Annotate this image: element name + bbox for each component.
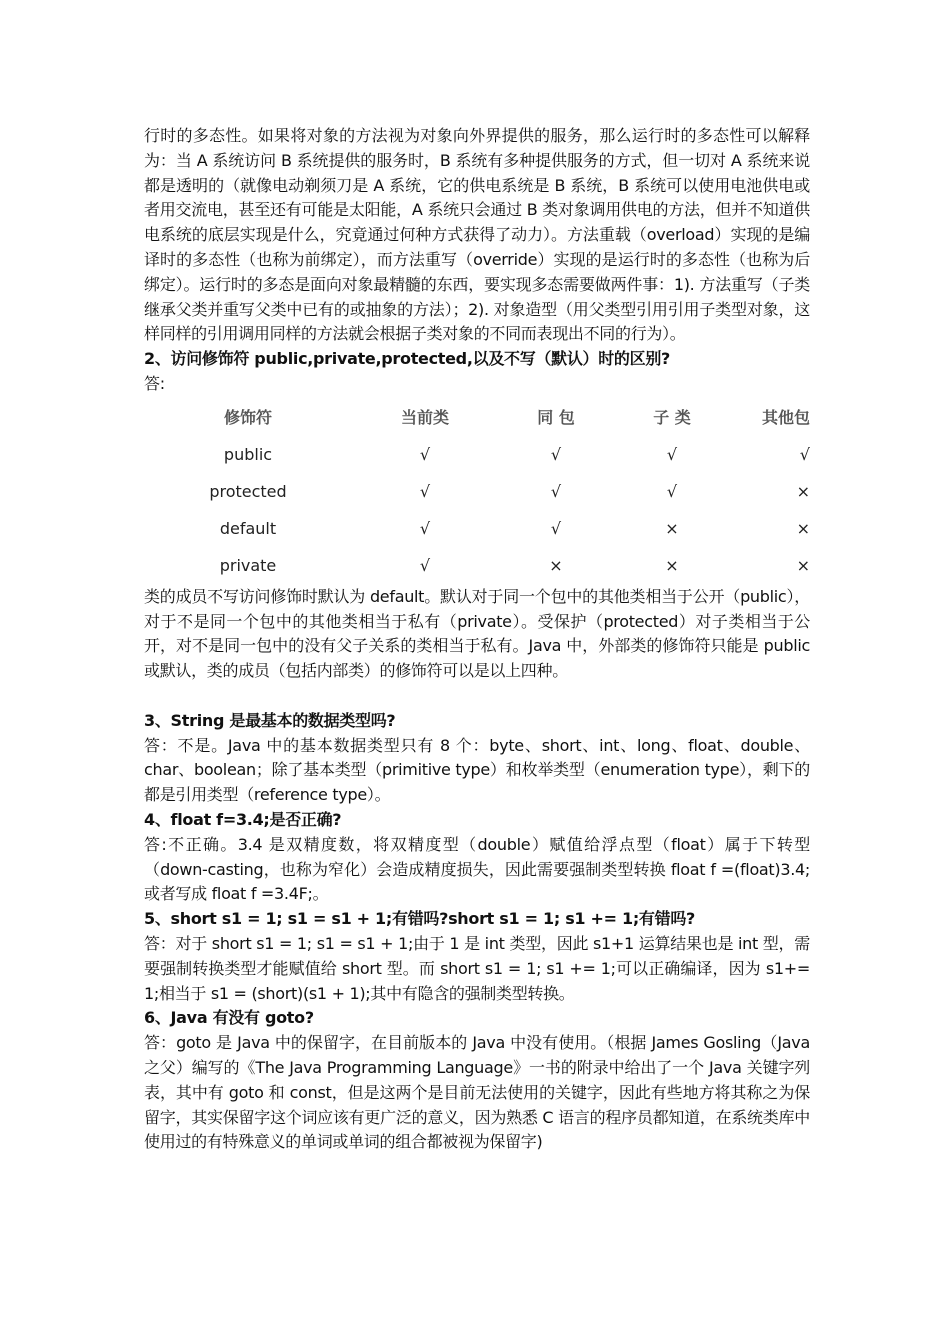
table-cell: × xyxy=(796,555,810,575)
table-cell: √ xyxy=(550,481,562,501)
question-4-answer: 答:不正确。3.4 是双精度数，将双精度型（double）赋值给浮点型（float）属于下转型（down-casting，也称为窄化）会造成精度损失，因此需要强制类型转换 float f =(float)3.4; 或者写成 float f =3.4F;。 xyxy=(144,834,810,904)
table-row xyxy=(144,548,810,585)
question-3-answer: 答：不是。Java 中的基本数据类型只有 8 个：byte、short、int、long、float、double、char、boolean；除了基本类型（primitive type）和枚举类型（enumeration type），剩下的都是引用类型（reference type）。 xyxy=(144,735,810,805)
table-cell: × xyxy=(665,555,679,575)
table-cell: √ xyxy=(666,481,678,501)
question-2-explanation: 类的成员不写访问修饰时默认为 default。默认对于同一个包中的其他类相当于公开（public），对于不是同一个包中的其他类相当于私有（private）。受保护（protected）对子类相当于公开，对不是同一包中的没有父子关系的类相当于私有。Java 中，外部类的修饰符只能是 public 或默认，类的成员（包括内部类）的修饰符可以是以上四种。 xyxy=(144,586,810,681)
question-4-title: 4、float f=3.4;是否正确? xyxy=(144,809,342,829)
table-header-row xyxy=(144,401,810,437)
table-cell: √ xyxy=(799,444,810,464)
question-6-answer: 答：goto 是 Java 中的保留字，在目前版本的 Java 中没有使用。（根据 James Gosling（Java 之父）编写的《The Java Programming Language》一书的附录中给出了一个 Java 关键字列表，其中有 goto 和 const，但是这两个是目前无法使用的关键字，因此有些地方将其称之为保留字，其实保留字这个词应该有更广泛的意义，因为熟悉 C 语言的程序员都知道，在系统类库中使用过的有特殊意义的单词或单词的组合都被视为保留字) xyxy=(144,1033,810,1152)
table-row xyxy=(144,437,810,474)
table-cell: √ xyxy=(419,518,431,538)
table-cell: √ xyxy=(419,481,431,501)
header-other-package: 其他包 xyxy=(761,408,810,428)
table-row xyxy=(144,511,810,548)
question-5-answer: 答：对于 short s1 = 1; s1 = s1 + 1;由于 1 是 int 类型，因此 s1+1 运算结果也是 int 型，需要强制转换类型才能赋值给 short 型。而 short s1 = 1; s1 += 1;可以正确编译，因为 s1+= 1;相当于 s1 = (short)(s1 + 1);其中有隐含的强制类型转换。 xyxy=(144,933,810,1003)
question-2-answer-label: 答: xyxy=(144,373,165,393)
document-page xyxy=(144,124,810,1155)
table-cell: × xyxy=(796,481,810,501)
question-3-title: 3、String 是最基本的数据类型吗? xyxy=(144,710,396,730)
table-cell: √ xyxy=(666,444,678,464)
table-cell: default xyxy=(219,518,277,538)
header-modifier: 修饰符 xyxy=(223,408,272,428)
header-subclass: 子 类 xyxy=(653,408,691,428)
question-6-title: 6、Java 有没有 goto? xyxy=(144,1008,314,1028)
header-current-class: 当前类 xyxy=(400,408,449,428)
table-row xyxy=(144,474,810,511)
table-cell: private xyxy=(219,555,277,575)
table-cell: public xyxy=(223,444,273,464)
access-modifier-table xyxy=(144,401,810,585)
header-same-package: 同 包 xyxy=(537,408,575,428)
question-2-title: 2、访问修饰符 public,private,protected,以及不写（默认）时的区别? xyxy=(144,349,670,369)
table-cell: × xyxy=(665,518,679,538)
table-cell: × xyxy=(796,518,810,538)
table-cell: protected xyxy=(209,481,287,501)
table-cell: √ xyxy=(550,444,562,464)
question-5-title: 5、short s1 = 1; s1 = s1 + 1;有错吗?short s1 = 1; s1 += 1;有错吗? xyxy=(144,909,696,929)
table-cell: √ xyxy=(550,518,562,538)
table-cell: √ xyxy=(419,444,431,464)
paragraph-spacer xyxy=(144,684,810,709)
polymorphism-paragraph: 行时的多态性。如果将对象的方法视为对象向外界提供的服务，那么运行时的多态性可以解释为：当 A 系统访问 B 系统提供的服务时，B 系统有多种提供服务的方式，但一切对 A 系统来说都是透明的（就像电动剃须刀是 A 系统，它的供电系统是 B 系统，B 系统可以使用电池供电或者用交流电，甚至还有可能是太阳能，A 系统只会通过 B 类对象调用供电的方法，但并不知道供电系统的底层实现是什么，究竟通过何种方式获得了动力）。方法重载（overload）实现的是编译时的多态性（也称为前绑定），而方法重写（override）实现的是运行时的多态性（也称为后绑定）。运行时的多态是面向对象最精髓的东西，要实现多态需要做两件事：1). 方法重写（子类继承父类并重写父类中已有的或抽象的方法）；2). 对象造型（用父类型引用引用子类型对象，这样同样的引用调用同样的方法就会根据子类对象的不同而表现出不同的行为）。 xyxy=(144,126,810,344)
table-cell: √ xyxy=(419,555,431,575)
table-cell: × xyxy=(549,555,563,575)
